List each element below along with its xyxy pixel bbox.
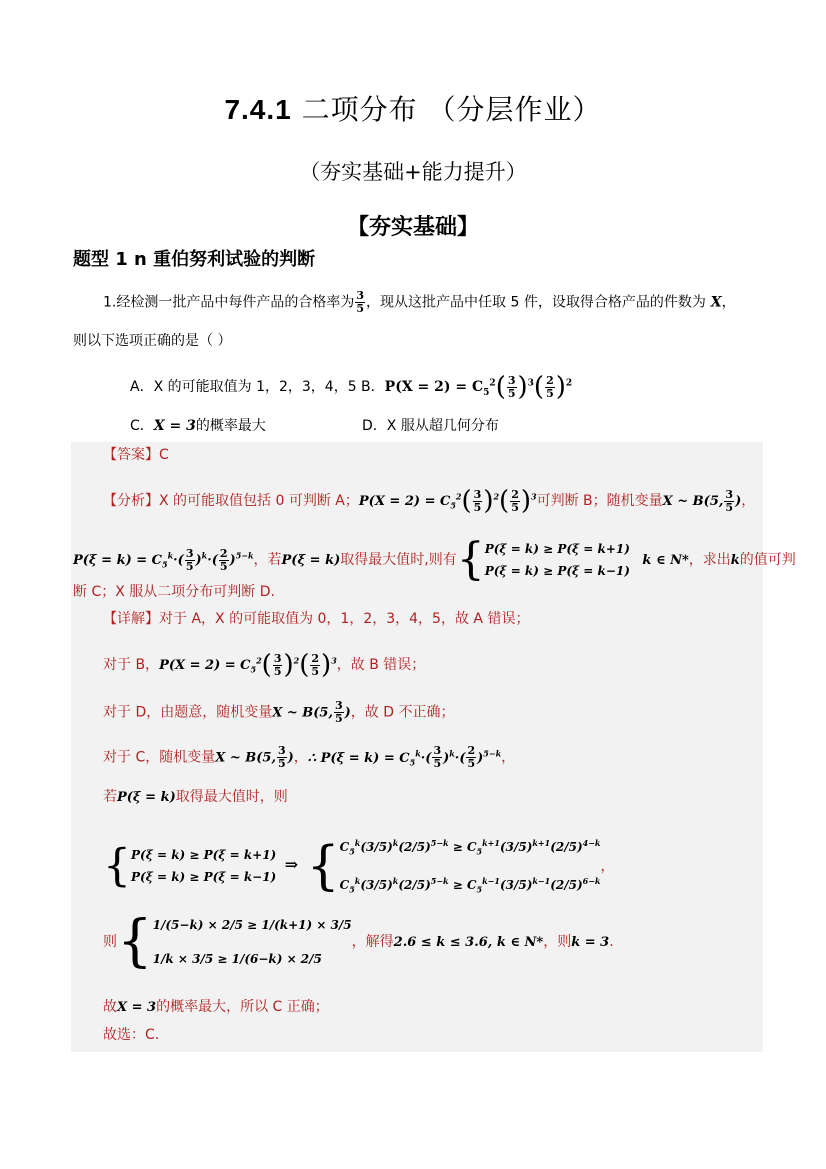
question-line-1: 1.经检测一批产品中每件产品的合格率为 $\frac{3}{5}$ ，现从这批产品中任取 5 件，设取得合格产品的件数为 X， — [103, 289, 736, 315]
answer-value: C — [159, 447, 169, 463]
option-d: D．X 服从超几何分布 — [362, 418, 499, 434]
analysis-line-1: 【分析】X 的可能取值包括 0 可判断 A；$P(X = 2) = C_5^2$( $\frac{3}{5}$ )$^2$( $\frac{2}{5}$ )$^3$可判断 B；随机变量X ~ B(5, $\frac{3}{5}$ )， — [103, 486, 756, 516]
question-text-a: 1.经检测一批产品中每件产品的合格率为 — [103, 294, 355, 311]
detail-line-9: 故选：C. — [103, 1027, 160, 1043]
detail-line-7: 则{ 1/(5−k) × 2/5 ≥ 1/(k+1) × 3/5 1/k × 3/5 ≥ 1/(6−k) × 2/5 ，解得2.6 ≤ k ≤ 3.6, k ∈ N*，则k = 3. — [103, 909, 614, 974]
detail-label: 【详解】 — [103, 611, 159, 627]
topic-heading: 题型 1 n 重伯努利试验的判断 — [73, 249, 316, 270]
detail-line-3: 对于 D，由题意，随机变量X ~ B(5, $\frac{3}{5}$ )，故 D 不正确； — [103, 699, 455, 725]
analysis-label: 【分析】 — [103, 493, 159, 509]
page-title — [0, 88, 826, 128]
option-c-math: X = 3 — [153, 418, 196, 434]
detail-line-2: 对于 B，$P(X = 2) = C_5^2$( $\frac{3}{5}$ )$^2$( $\frac{2}{5}$ )$^3$，故 B 错误； — [103, 650, 426, 680]
option-a-text: A．X 的可能取值为 1，2，3，4，5 B． — [130, 379, 385, 395]
title-text: 二项分布 （分层作业） — [301, 93, 602, 126]
answer-line — [103, 444, 169, 464]
detail-line-1: 【详解】对于 A，X 的可能取值为 0，1，2，3，4，5，故 A 错误； — [103, 611, 530, 627]
section-heading: 【夯实基础】 — [346, 215, 479, 240]
option-b-formula: P(X = 2) = C — [384, 379, 484, 395]
detail-line-4: 对于 C，随机变量X ~ B(5, $\frac{3}{5}$ )，∴ $P(\xi = k) = C_5^k\cdot$( $\frac{3}{5}$ )$^k$·( $\frac{2}{5}$ )$^{5-k}$， — [103, 744, 516, 770]
question-line-2: 则以下选项正确的是（ ） — [73, 333, 232, 349]
detail-line-5: 若P(ξ = k)取得最大值时，则 — [103, 789, 288, 805]
detail-line-6: { P(ξ = k) ≥ P(ξ = k+1) P(ξ = k) ≥ P(ξ = k−1) ⇒ { $C_5^k(3/5)^k(2/5)^{5-k} \ge C_5^{k+1}(3/5)^{k+1}(2/5)^{4-k}$ $C_5^k(3/5)^k(2/5)^{5-k} \ge C_5^{k-1}(3/5)^{k-1}(2/5)^{6-k}$ ， — [103, 836, 615, 897]
detail-line-8: 故X = 3的概率最大，所以 C 正确； — [103, 999, 329, 1015]
question-text-b: ，现从这批产品中任取 5 件，设取得合格产品的件数为 — [366, 294, 706, 311]
analysis-line-2: $P(\xi = k) = C_5^k\cdot$( $\frac{3}{5}$ )$^k$·( $\frac{2}{5}$ )$^{5-k}$，若P(ξ = k)取得最大值时,则有{ P(ξ = k) ≥ P(ξ = k+1) P(ξ = k) ≥ P(ξ = k−1) k ∈ N*，求出k的值可判 — [73, 534, 796, 585]
fraction-3-5: $\frac{3}{5}$ — [356, 289, 365, 315]
page-subtitle: （夯实基础+能力提升） — [299, 160, 527, 184]
title-number: 7.4.1 — [224, 94, 292, 125]
answer-label: 【答案】 — [103, 447, 159, 463]
option-c: C．X = 3的概率最大 — [130, 418, 266, 434]
analysis-line-3: 断 C；X 服从二项分布可判断 D. — [73, 584, 275, 600]
option-a: A．X 的可能取值为 1，2，3，4，5 B．$P(X = 2) = C_5^2$( $\frac{3}{5}$ )$^3$( $\frac{2}{5}$ )$^2$ — [130, 372, 573, 402]
